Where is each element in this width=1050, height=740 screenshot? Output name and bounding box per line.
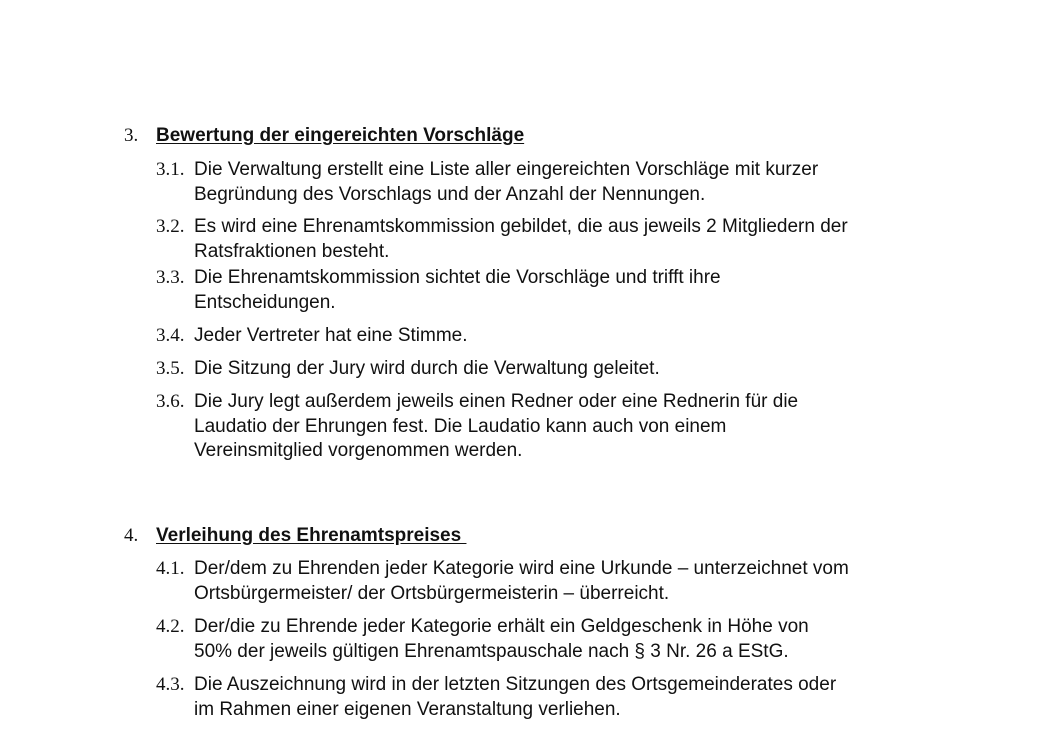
item-text: Der/dem zu Ehrenden jeder Kategorie wird eine Urkunde – unterzeichnet vom Ortsbürgermeister/ der Ortsbürgermeisterin – überreicht.	[194, 558, 849, 604]
item-number: 4.1.	[156, 558, 185, 579]
section-title: Verleihung des Ehrenamtspreises	[156, 525, 467, 546]
item-number: 3.5.	[156, 358, 185, 379]
item-number: 3.2.	[156, 216, 185, 237]
item-text: Es wird eine Ehrenamtskommission gebildet, die aus jeweils 2 Mitgliedern der Ratsfraktionen besteht.	[194, 216, 848, 262]
item-text: Die Verwaltung erstellt eine Liste aller eingereichten Vorschläge mit kurzer Begründung des Vorschlags und der Anzahl der Nennungen.	[194, 159, 819, 205]
item-number: 3.6.	[156, 391, 185, 412]
item-text: Die Jury legt außerdem jeweils einen Redner oder eine Rednerin für die Laudatio der Ehrungen fest. Die Laudatio kann auch von einem Vereinsmitglied vorgenommen werden.	[194, 391, 799, 461]
item-text: Der/die zu Ehrende jeder Kategorie erhält ein Geldgeschenk in Höhe von 50% der jeweils gültigen Ehrenamtspauschale nach § 3 Nr. 26 a EStG.	[194, 616, 809, 662]
item-text: Die Sitzung der Jury wird durch die Verwaltung geleitet.	[194, 358, 660, 379]
item-text: Jeder Vertreter hat eine Stimme.	[194, 325, 468, 346]
item-number: 3.4.	[156, 325, 185, 346]
item-text: Die Auszeichnung wird in der letzten Sitzungen des Ortsgemeinderates oder im Rahmen einer eigenen Veranstaltung verliehen.	[194, 674, 837, 720]
section-title: Bewertung der eingereichten Vorschläge	[156, 125, 525, 146]
item-number: 3.1.	[156, 159, 185, 180]
item-number: 4.2.	[156, 616, 185, 637]
section-number: 3.	[124, 125, 139, 146]
section-number: 4.	[124, 525, 139, 546]
item-number: 3.3.	[156, 267, 185, 288]
item-text: Die Ehrenamtskommission sichtet die Vorschläge und trifft ihre Entscheidungen.	[194, 267, 721, 313]
item-number: 4.3.	[156, 674, 185, 695]
